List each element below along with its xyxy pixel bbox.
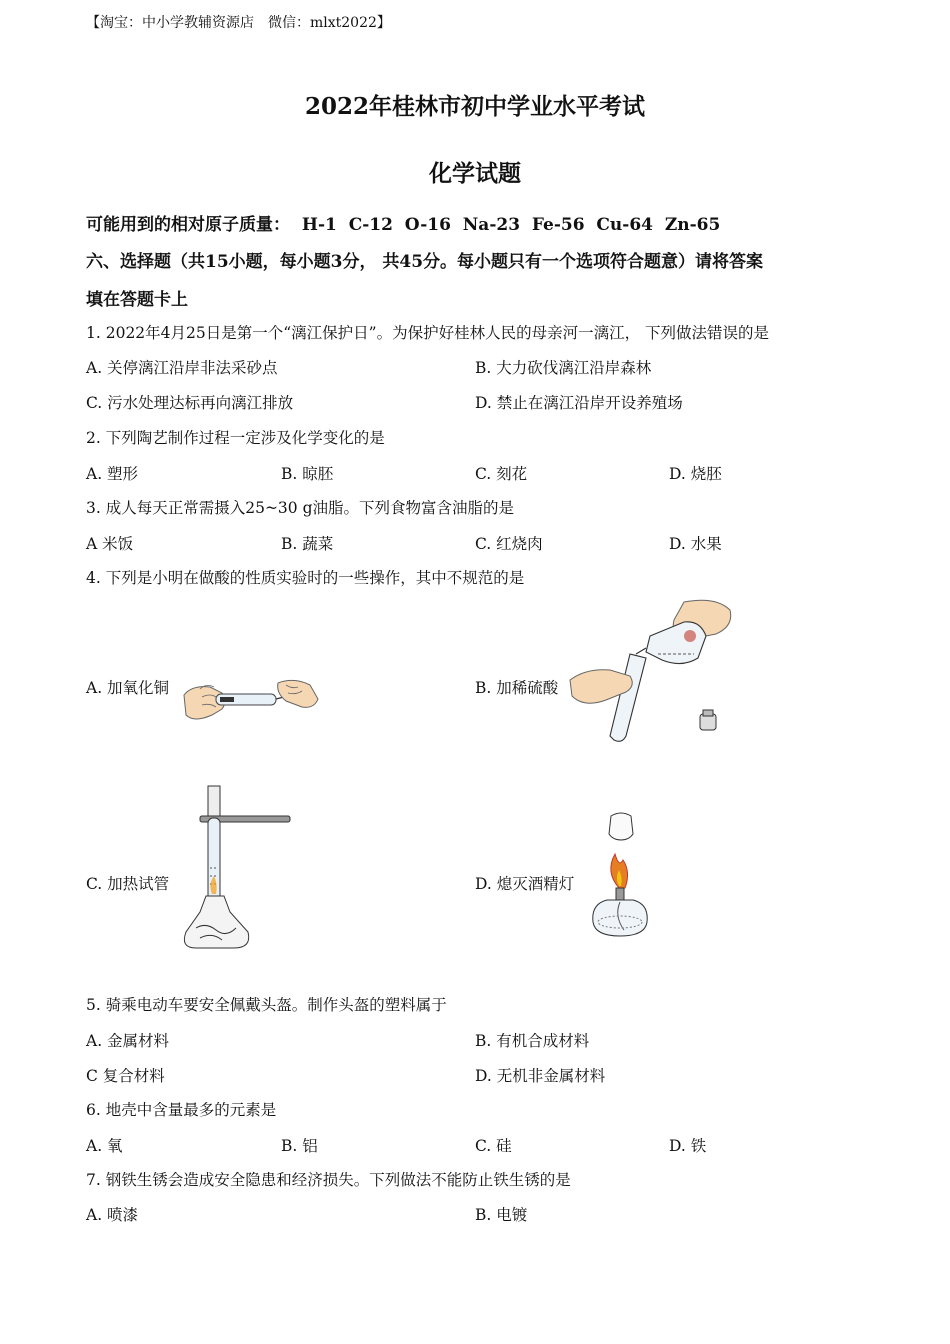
question-6-option-d: D. 铁 xyxy=(669,1137,707,1155)
question-5-stem: 5. 骑乘电动车要安全佩戴头盔。制作头盔的塑料属于 xyxy=(86,996,447,1014)
question-4-option-c: C. 加热试管 xyxy=(86,875,170,893)
question-1-option-a: A. 关停漓江沿岸非法采砂点 xyxy=(86,359,278,377)
question-5-option-a: A. 金属材料 xyxy=(86,1032,170,1050)
illustration-extinguish-alcohol-lamp xyxy=(585,810,655,950)
question-5-option-b: B. 有机合成材料 xyxy=(475,1032,590,1050)
question-2-stem: 2. 下列陶艺制作过程一定涉及化学变化的是 xyxy=(86,429,385,447)
question-3-option-d: D. 水果 xyxy=(669,535,722,553)
atomic-masses-row xyxy=(86,210,720,235)
question-1-stem: 1. 2022年4月25日是第一个“漓江保护日”。为保护好桂林人民的母亲河一漓江， 下列做法错误的是 xyxy=(86,324,770,342)
question-1-option-b: B. 大力砍伐漓江沿岸森林 xyxy=(475,359,652,377)
illustration-add-dilute-sulfuric-acid xyxy=(566,596,736,746)
illustration-add-copper-oxide xyxy=(182,675,322,737)
question-6-stem: 6. 地壳中含量最多的元素是 xyxy=(86,1101,277,1119)
question-4-option-b: B. 加稀硫酸 xyxy=(475,679,559,697)
watermark-header: 【淘宝：中小学教辅资源店 微信：mlxt2022】 xyxy=(86,15,391,31)
section-instructions-line2: 填在答题卡上 xyxy=(86,290,188,310)
question-4-option-d: D. 熄灭酒精灯 xyxy=(475,875,575,893)
question-6-option-c: C. 硅 xyxy=(475,1137,512,1155)
section-instructions-line1: 六、选择题（共15小题，每小题3分， 共45分。每小题只有一个选项符合题意）请将答案 xyxy=(86,252,764,272)
question-1-option-d: D. 禁止在漓江沿岸开设养殖场 xyxy=(475,394,683,412)
question-2-option-c: C. 刻花 xyxy=(475,465,528,483)
question-3-stem: 3. 成人每天正常需摄入25~30 g油脂。下列食物富含油脂的是 xyxy=(86,499,514,517)
question-1-option-c: C. 污水处理达标再向漓江排放 xyxy=(86,394,294,412)
question-3-option-c: C. 红烧肉 xyxy=(475,535,543,553)
question-5-option-d: D. 无机非金属材料 xyxy=(475,1067,606,1085)
illustration-heat-test-tube xyxy=(182,784,292,956)
atomic-masses-label: 可能用到的相对原子质量： xyxy=(86,215,290,235)
question-6-option-b: B. 铝 xyxy=(281,1137,318,1155)
question-2-option-b: B. 晾胚 xyxy=(281,465,334,483)
exam-title: 2022年桂林市初中学业水平考试 xyxy=(304,93,645,120)
question-2-option-d: D. 烧胚 xyxy=(669,465,722,483)
question-2-option-a: A. 塑形 xyxy=(86,465,139,483)
atomic-masses-values: H-1 C-12 O-16 Na-23 Fe-56 Cu-64 Zn-65 xyxy=(301,215,721,235)
question-3-option-b: B. 蔬菜 xyxy=(281,535,334,553)
question-7-option-a: A. 喷漆 xyxy=(86,1206,139,1224)
exam-subtitle: 化学试题 xyxy=(429,160,521,187)
question-7-option-b: B. 电镀 xyxy=(475,1206,528,1224)
question-4-option-a: A. 加氧化铜 xyxy=(86,679,170,697)
question-7-stem: 7. 钢铁生锈会造成安全隐患和经济损失。下列做法不能防止铁生锈的是 xyxy=(86,1171,571,1189)
question-3-option-a: A 米饭 xyxy=(86,535,134,553)
question-5-option-c: C 复合材料 xyxy=(86,1067,165,1085)
question-6-option-a: A. 氧 xyxy=(86,1137,123,1155)
question-4-stem: 4. 下列是小明在做酸的性质实验时的一些操作，其中不规范的是 xyxy=(86,569,525,587)
